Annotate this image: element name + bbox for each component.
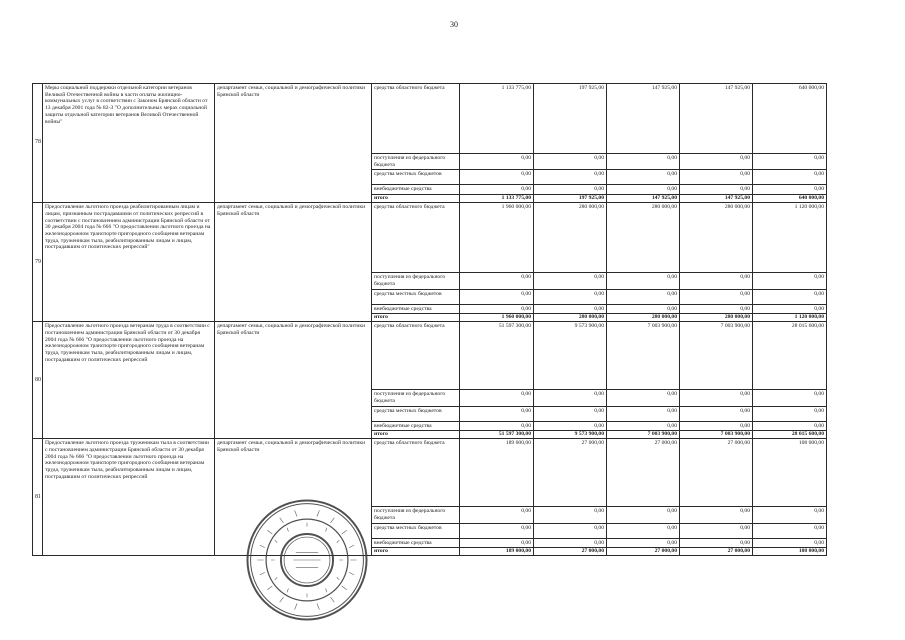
amount-cell: 7 003 900,00 [607,431,680,439]
amount-cell: 0,00 [534,523,607,538]
amount-cell: 0,00 [680,406,753,421]
amount-cell: 0,00 [753,185,827,195]
amount-cell: 147 925,00 [607,195,680,203]
funding-source: внебюджетные средства [372,421,460,431]
amount-cell: 0,00 [607,185,680,195]
funding-source: итого [372,314,460,322]
funding-source: поступления из федерального бюджета [372,154,460,170]
funding-source: внебюджетные средства [372,304,460,314]
amount-cell: 0,00 [460,390,534,406]
amount-cell: 108 000,00 [753,439,827,507]
amount-cell: 640 000,00 [753,84,827,154]
amount-cell: 0,00 [534,185,607,195]
amount-cell: 27 000,00 [680,548,753,556]
amount-cell: 0,00 [534,154,607,170]
measure-executor: департамент семьи, социальной и демографической политики Брянской области [215,322,372,439]
amount-cell: 0,00 [680,523,753,538]
amount-cell: 1 120 000,00 [753,314,827,322]
budget-row [33,84,827,154]
amount-cell: 280 000,00 [607,314,680,322]
amount-cell: 0,00 [460,523,534,538]
amount-cell: 0,00 [680,289,753,304]
amount-cell: 0,00 [460,406,534,421]
amount-cell: 27 000,00 [534,548,607,556]
amount-cell: 27 000,00 [607,548,680,556]
amount-cell: 0,00 [753,406,827,421]
amount-cell: 9 573 900,00 [534,431,607,439]
amount-cell: 0,00 [534,421,607,431]
amount-cell: 0,00 [753,304,827,314]
funding-source: средства областного бюджета [372,322,460,390]
amount-cell: 189 000,00 [460,548,534,556]
measure-title: Меры социальной поддержки отдельной категории ветеранов Великой Отечественной войны в части оплаты жилищно-коммунальных услуг в соответствии с Законом Брянской области от 13 декабря 2001 года № 82-З "О дополнительных мерах социальной защиты отдельной категории ветеранов Великой Отечественной войны" [43,84,215,203]
amount-cell: 0,00 [534,538,607,548]
measure-executor: департамент семьи, социальной и демографической политики Брянской области [215,439,372,556]
amount-cell: 0,00 [460,538,534,548]
amount-cell: 0,00 [460,507,534,523]
amount-cell: 280 000,00 [607,203,680,273]
amount-cell: 0,00 [753,390,827,406]
amount-cell: 280 000,00 [534,314,607,322]
amount-cell: 1 960 000,00 [460,314,534,322]
amount-cell: 1 960 000,00 [460,203,534,273]
amount-cell: 7 003 900,00 [607,322,680,390]
amount-cell: 0,00 [753,289,827,304]
amount-cell: 147 925,00 [680,84,753,154]
amount-cell: 0,00 [607,154,680,170]
funding-source: внебюджетные средства [372,538,460,548]
amount-cell: 197 925,00 [534,84,607,154]
funding-source: средства местных бюджетов [372,170,460,185]
page-number: 30 [450,20,458,29]
amount-cell: 0,00 [607,390,680,406]
amount-cell: 0,00 [460,273,534,289]
amount-cell: 0,00 [753,523,827,538]
amount-cell: 0,00 [460,304,534,314]
official-stamp [245,498,369,622]
amount-cell: 0,00 [607,538,680,548]
amount-cell: 0,00 [753,273,827,289]
funding-source: поступления из федерального бюджета [372,390,460,406]
measure-number: 79 [33,203,43,322]
measure-title: Предоставление льготного проезда ветеранам труда в соответствии с постановлением администрации Брянской области от 30 декабря 2004 года № 666 "О предоставлении льготного проезда на железнодорожном транспорте пригородного сообщения ветеранам труда, труженикам тыла, реабилитированным лицам и лицам, пострадавшим от политических репрессий [43,322,215,439]
amount-cell: 0,00 [534,273,607,289]
budget-row [33,203,827,273]
amount-cell: 0,00 [680,390,753,406]
amount-cell: 1 120 000,00 [753,203,827,273]
amount-cell: 0,00 [534,390,607,406]
amount-cell: 27 000,00 [607,439,680,507]
budget-row [33,322,827,390]
amount-cell: 0,00 [607,523,680,538]
amount-cell: 197 925,00 [534,195,607,203]
funding-source: средства областного бюджета [372,203,460,273]
measure-number: 80 [33,322,43,439]
table-body [33,84,827,556]
amount-cell: 0,00 [680,538,753,548]
funding-source: итого [372,431,460,439]
amount-cell: 0,00 [534,289,607,304]
amount-cell: 7 003 900,00 [680,431,753,439]
budget-table [32,83,827,556]
amount-cell: 0,00 [534,304,607,314]
budget-row [33,439,827,507]
measure-number: 81 [33,439,43,556]
amount-cell: 0,00 [460,170,534,185]
amount-cell: 0,00 [753,154,827,170]
amount-cell: 28 015 600,00 [753,322,827,390]
amount-cell: 0,00 [534,170,607,185]
amount-cell: 0,00 [607,507,680,523]
funding-source: средства местных бюджетов [372,289,460,304]
amount-cell: 27 000,00 [680,439,753,507]
amount-cell: 0,00 [460,185,534,195]
amount-cell: 1 133 775,00 [460,195,534,203]
amount-cell: 0,00 [534,406,607,421]
funding-source: поступления из федерального бюджета [372,507,460,523]
amount-cell: 0,00 [607,273,680,289]
measure-title: Предоставление льготного проезда труженикам тыла в соответствии с постановлением администрации Брянской области от 30 декабря 2004 года № 666 "О предоставлении льготного проезда на железнодорожном транспорте пригородного сообщения ветеранам труда, труженикам тыла, реабилитированным лицам и лицам, пострадавшим от политических репрессий [43,439,215,556]
measure-executor: департамент семьи, социальной и демографической политики Брянской области [215,203,372,322]
funding-source: средства местных бюджетов [372,406,460,421]
amount-cell: 0,00 [460,289,534,304]
amount-cell: 0,00 [607,304,680,314]
amount-cell: 51 597 300,00 [460,322,534,390]
amount-cell: 7 003 900,00 [680,322,753,390]
amount-cell: 0,00 [680,170,753,185]
funding-source: внебюджетные средства [372,185,460,195]
amount-cell: 147 925,00 [607,84,680,154]
amount-cell: 280 000,00 [680,314,753,322]
amount-cell: 0,00 [460,154,534,170]
measure-executor: департамент семьи, социальной и демографической политики Брянской области [215,84,372,203]
amount-cell: 28 015 600,00 [753,431,827,439]
amount-cell: 189 000,00 [460,439,534,507]
amount-cell: 0,00 [680,273,753,289]
amount-cell: 640 000,00 [753,195,827,203]
measure-number: 78 [33,84,43,203]
amount-cell: 108 000,00 [753,548,827,556]
amount-cell: 0,00 [607,406,680,421]
funding-source: средства областного бюджета [372,439,460,507]
amount-cell: 0,00 [607,170,680,185]
amount-cell: 0,00 [680,507,753,523]
amount-cell: 9 573 900,00 [534,322,607,390]
amount-cell: 0,00 [680,304,753,314]
amount-cell: 0,00 [753,170,827,185]
funding-source: итого [372,195,460,203]
amount-cell: 0,00 [607,421,680,431]
amount-cell: 0,00 [753,421,827,431]
funding-source: средства областного бюджета [372,84,460,154]
amount-cell: 0,00 [680,154,753,170]
funding-source: итого [372,548,460,556]
amount-cell: 0,00 [753,538,827,548]
amount-cell: 280 000,00 [680,203,753,273]
amount-cell: 0,00 [680,185,753,195]
amount-cell: 1 133 775,00 [460,84,534,154]
amount-cell: 51 597 300,00 [460,431,534,439]
amount-cell: 0,00 [680,421,753,431]
amount-cell: 280 000,00 [534,203,607,273]
measure-title: Предоставление льготного проезда реабилитированным лицам и лицам, признанным пострадавшими от политических репрессий в соответствии с постановлением администрации Брянской области от 30 декабря 2004 года № 666 "О предоставлении льготного проезда на железнодорожном транспорте пригородного сообщения ветеранам труда, труженикам тыла, реабилитированным лицам и лицам, пострадавшим от политических репрессий" [43,203,215,322]
amount-cell: 0,00 [534,507,607,523]
funding-source: поступления из федерального бюджета [372,273,460,289]
amount-cell: 0,00 [460,421,534,431]
funding-source: средства местных бюджетов [372,523,460,538]
amount-cell: 0,00 [753,507,827,523]
amount-cell: 27 000,00 [534,439,607,507]
amount-cell: 147 925,00 [680,195,753,203]
amount-cell: 0,00 [607,289,680,304]
